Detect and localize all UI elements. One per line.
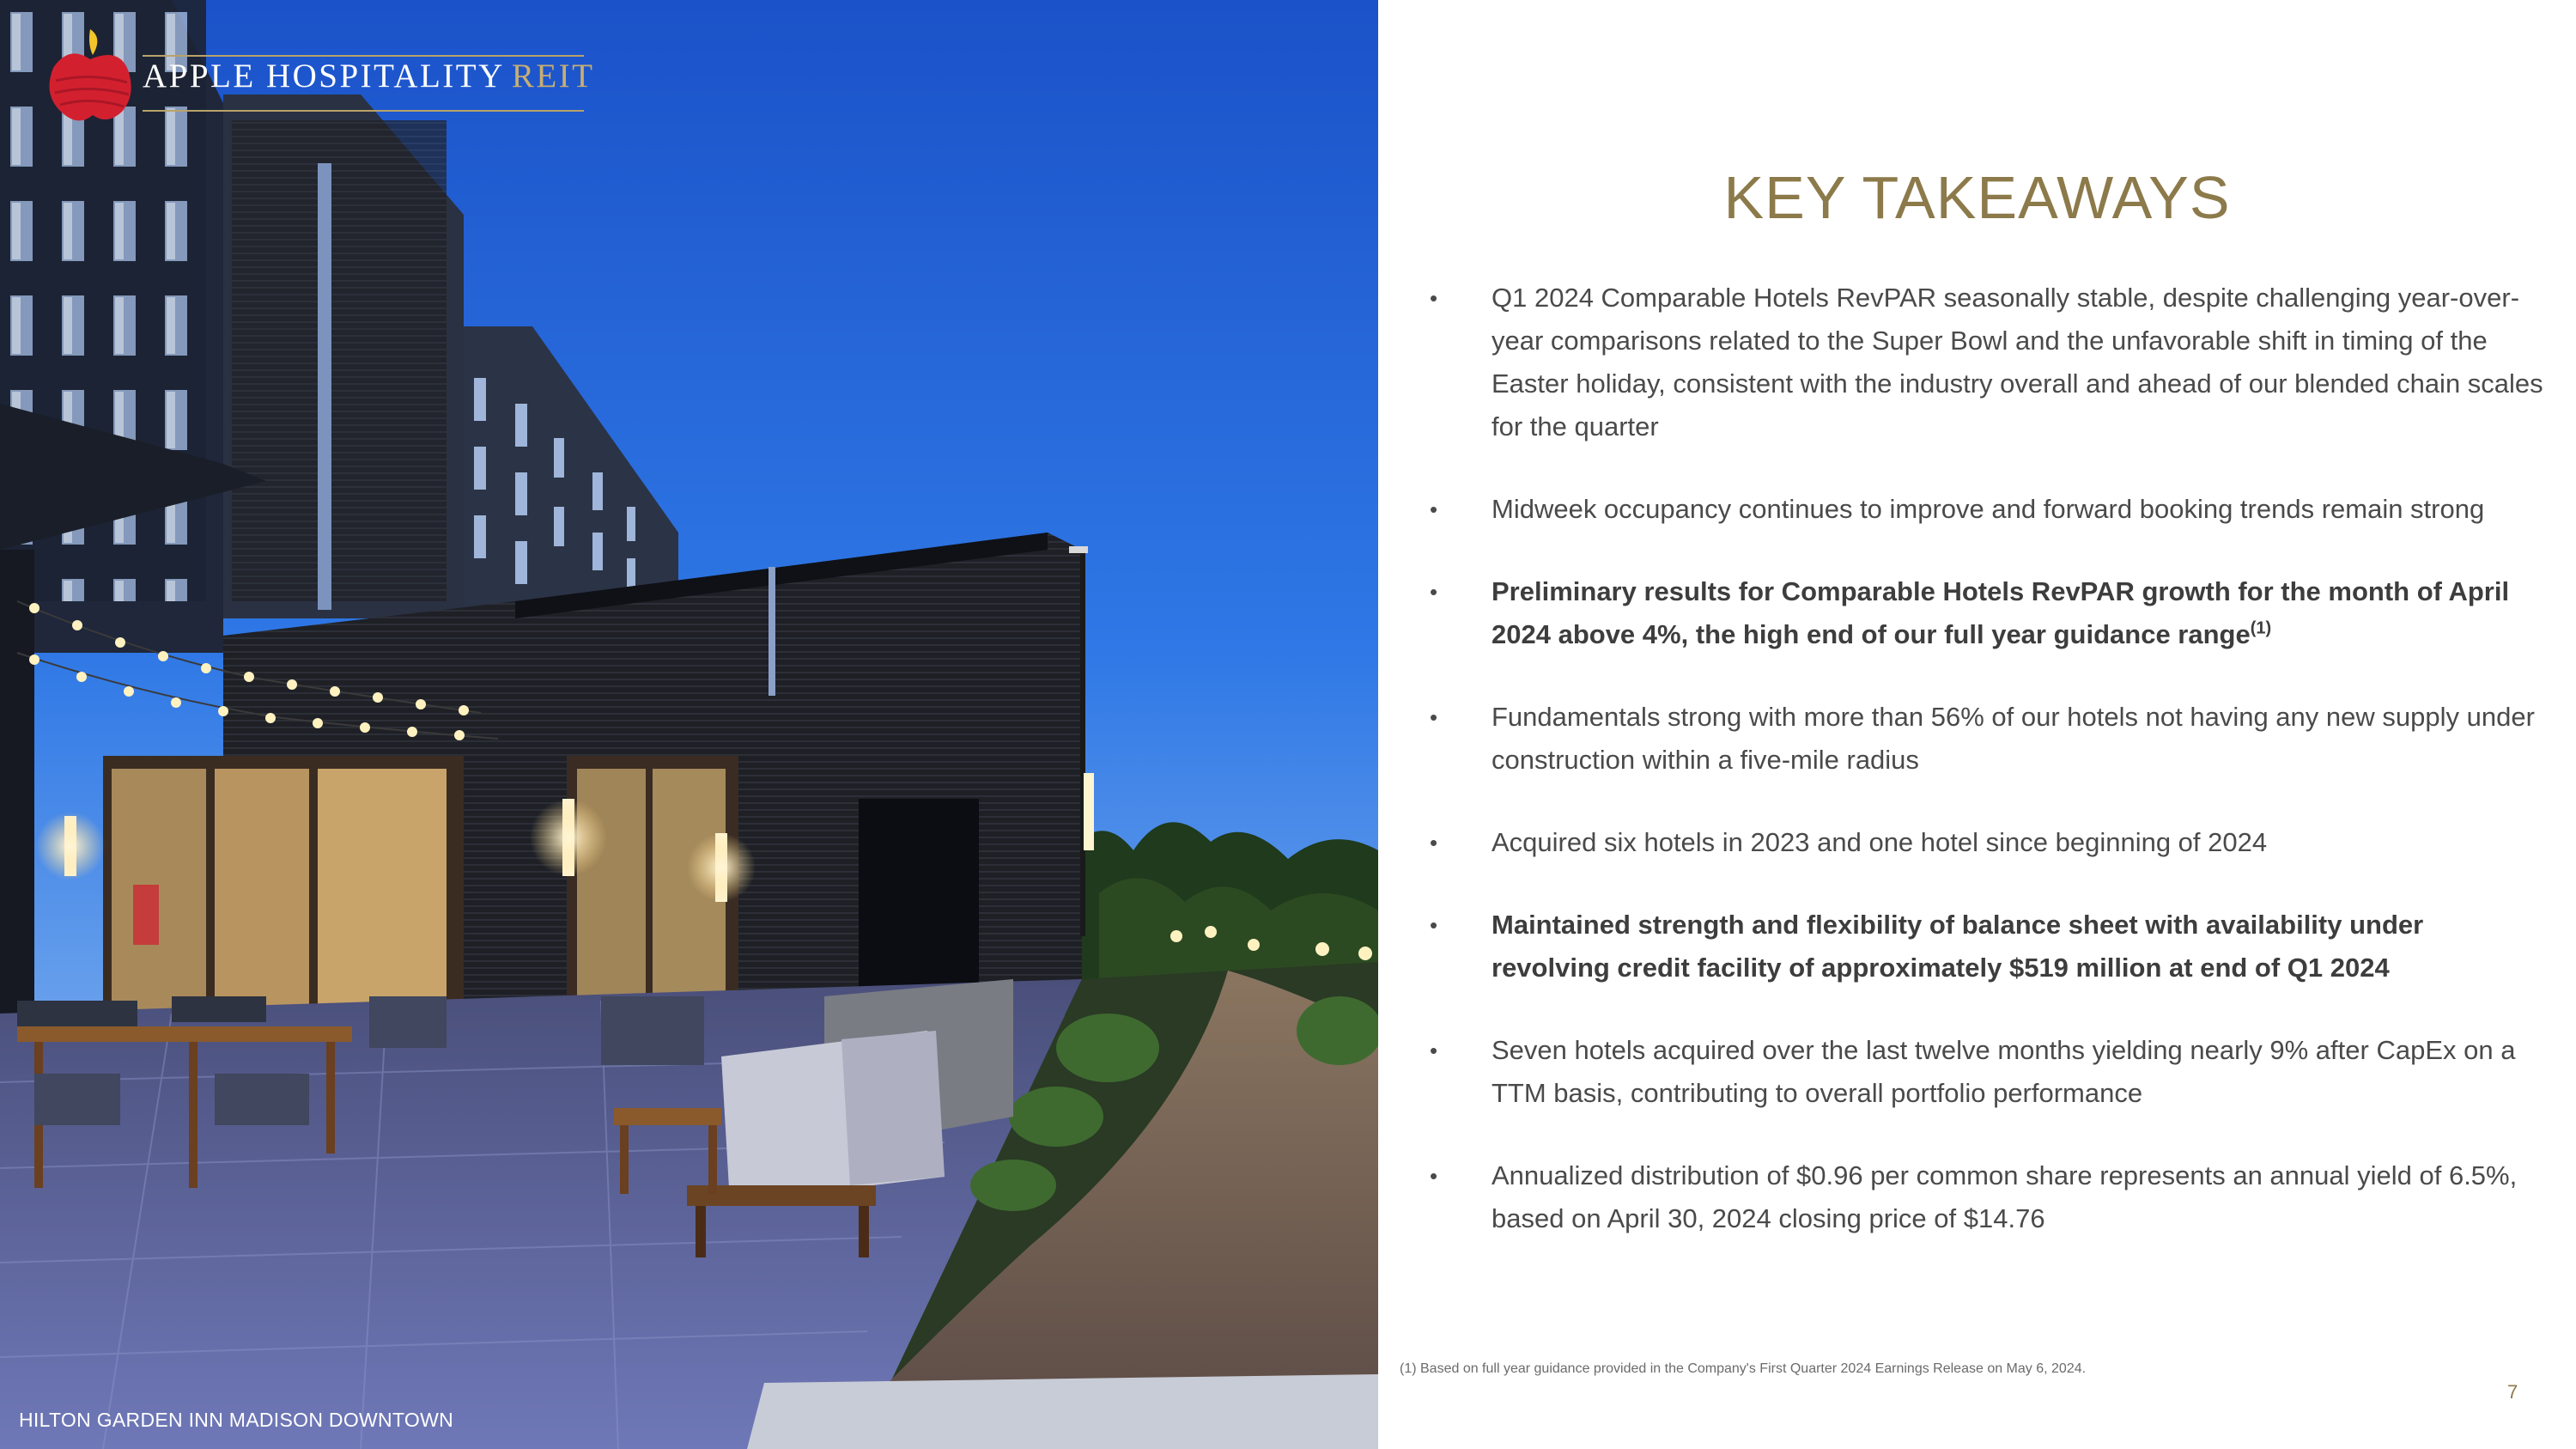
slide-title: KEY TAKEAWAYS	[1723, 164, 2231, 231]
takeaway-item	[1430, 1029, 2546, 1115]
takeaway-text: Q1 2024 Comparable Hotels RevPAR seasonally stable, despite challenging year-over-year comparisons related to the Super Bowl and the unfavorable shift in timing of the Easter holiday, consistent with the industry overall and ahead of our blended chain scales for the quarter	[1492, 283, 2543, 441]
logo-wordmark	[143, 57, 594, 95]
takeaway-text-main: Preliminary results for Comparable Hotels RevPAR growth for the month of April 2024 above 4%, the high end of our full year guidance range	[1492, 576, 2510, 649]
takeaway-item	[1430, 277, 2546, 448]
apple-logo-icon	[43, 21, 137, 124]
bullet-icon: •	[1430, 704, 1438, 730]
footnote: (1) Based on full year guidance provided in the Company's First Quarter 2024 Earnings Release on May 6, 2024.	[1400, 1361, 2087, 1376]
takeaways-list	[1430, 277, 2546, 1280]
bullet-icon: •	[1430, 579, 1438, 605]
takeaway-item	[1430, 821, 2546, 864]
footnote-marker: (1)	[2250, 618, 2272, 638]
takeaway-item	[1430, 904, 2546, 989]
photo-caption: HILTON GARDEN INN MADISON DOWNTOWN	[19, 1409, 453, 1431]
takeaway-item	[1430, 570, 2546, 656]
logo-name: APPLE HOSPITALITY	[143, 58, 505, 94]
takeaway-text: Seven hotels acquired over the last twelve months yielding nearly 9% after CapEx on a TTM basis, contributing to overall portfolio performance	[1492, 1035, 2516, 1108]
bullet-icon: •	[1430, 1038, 1438, 1063]
takeaway-item	[1430, 1154, 2546, 1240]
takeaway-text: Maintained strength and flexibility of balance sheet with availability under revolving credit facility of approximately $519 million at end of Q1 2024	[1492, 910, 2424, 983]
takeaway-text	[1492, 576, 2509, 649]
logo-rule-bottom	[143, 110, 584, 112]
takeaway-item	[1430, 696, 2546, 782]
takeaway-text: Fundamentals strong with more than 56% of our hotels not having any new supply under construction within a five-mile radius	[1492, 702, 2535, 775]
bullet-icon: •	[1430, 912, 1438, 938]
bullet-icon: •	[1430, 496, 1438, 522]
bullet-icon: •	[1430, 1163, 1438, 1189]
takeaway-text: Midweek occupancy continues to improve and forward booking trends remain strong	[1492, 494, 2485, 524]
page-number: 7	[2507, 1381, 2518, 1403]
takeaway-item	[1430, 488, 2546, 531]
bullet-icon: •	[1430, 830, 1438, 855]
bullet-icon: •	[1430, 285, 1438, 311]
logo-suffix: REIT	[511, 58, 595, 94]
takeaway-text: Annualized distribution of $0.96 per common share represents an annual yield of 6.5%, based on April 30, 2024 closing price of $14.76	[1492, 1160, 2518, 1233]
takeaway-text: Acquired six hotels in 2023 and one hotel since beginning of 2024	[1492, 827, 2268, 857]
